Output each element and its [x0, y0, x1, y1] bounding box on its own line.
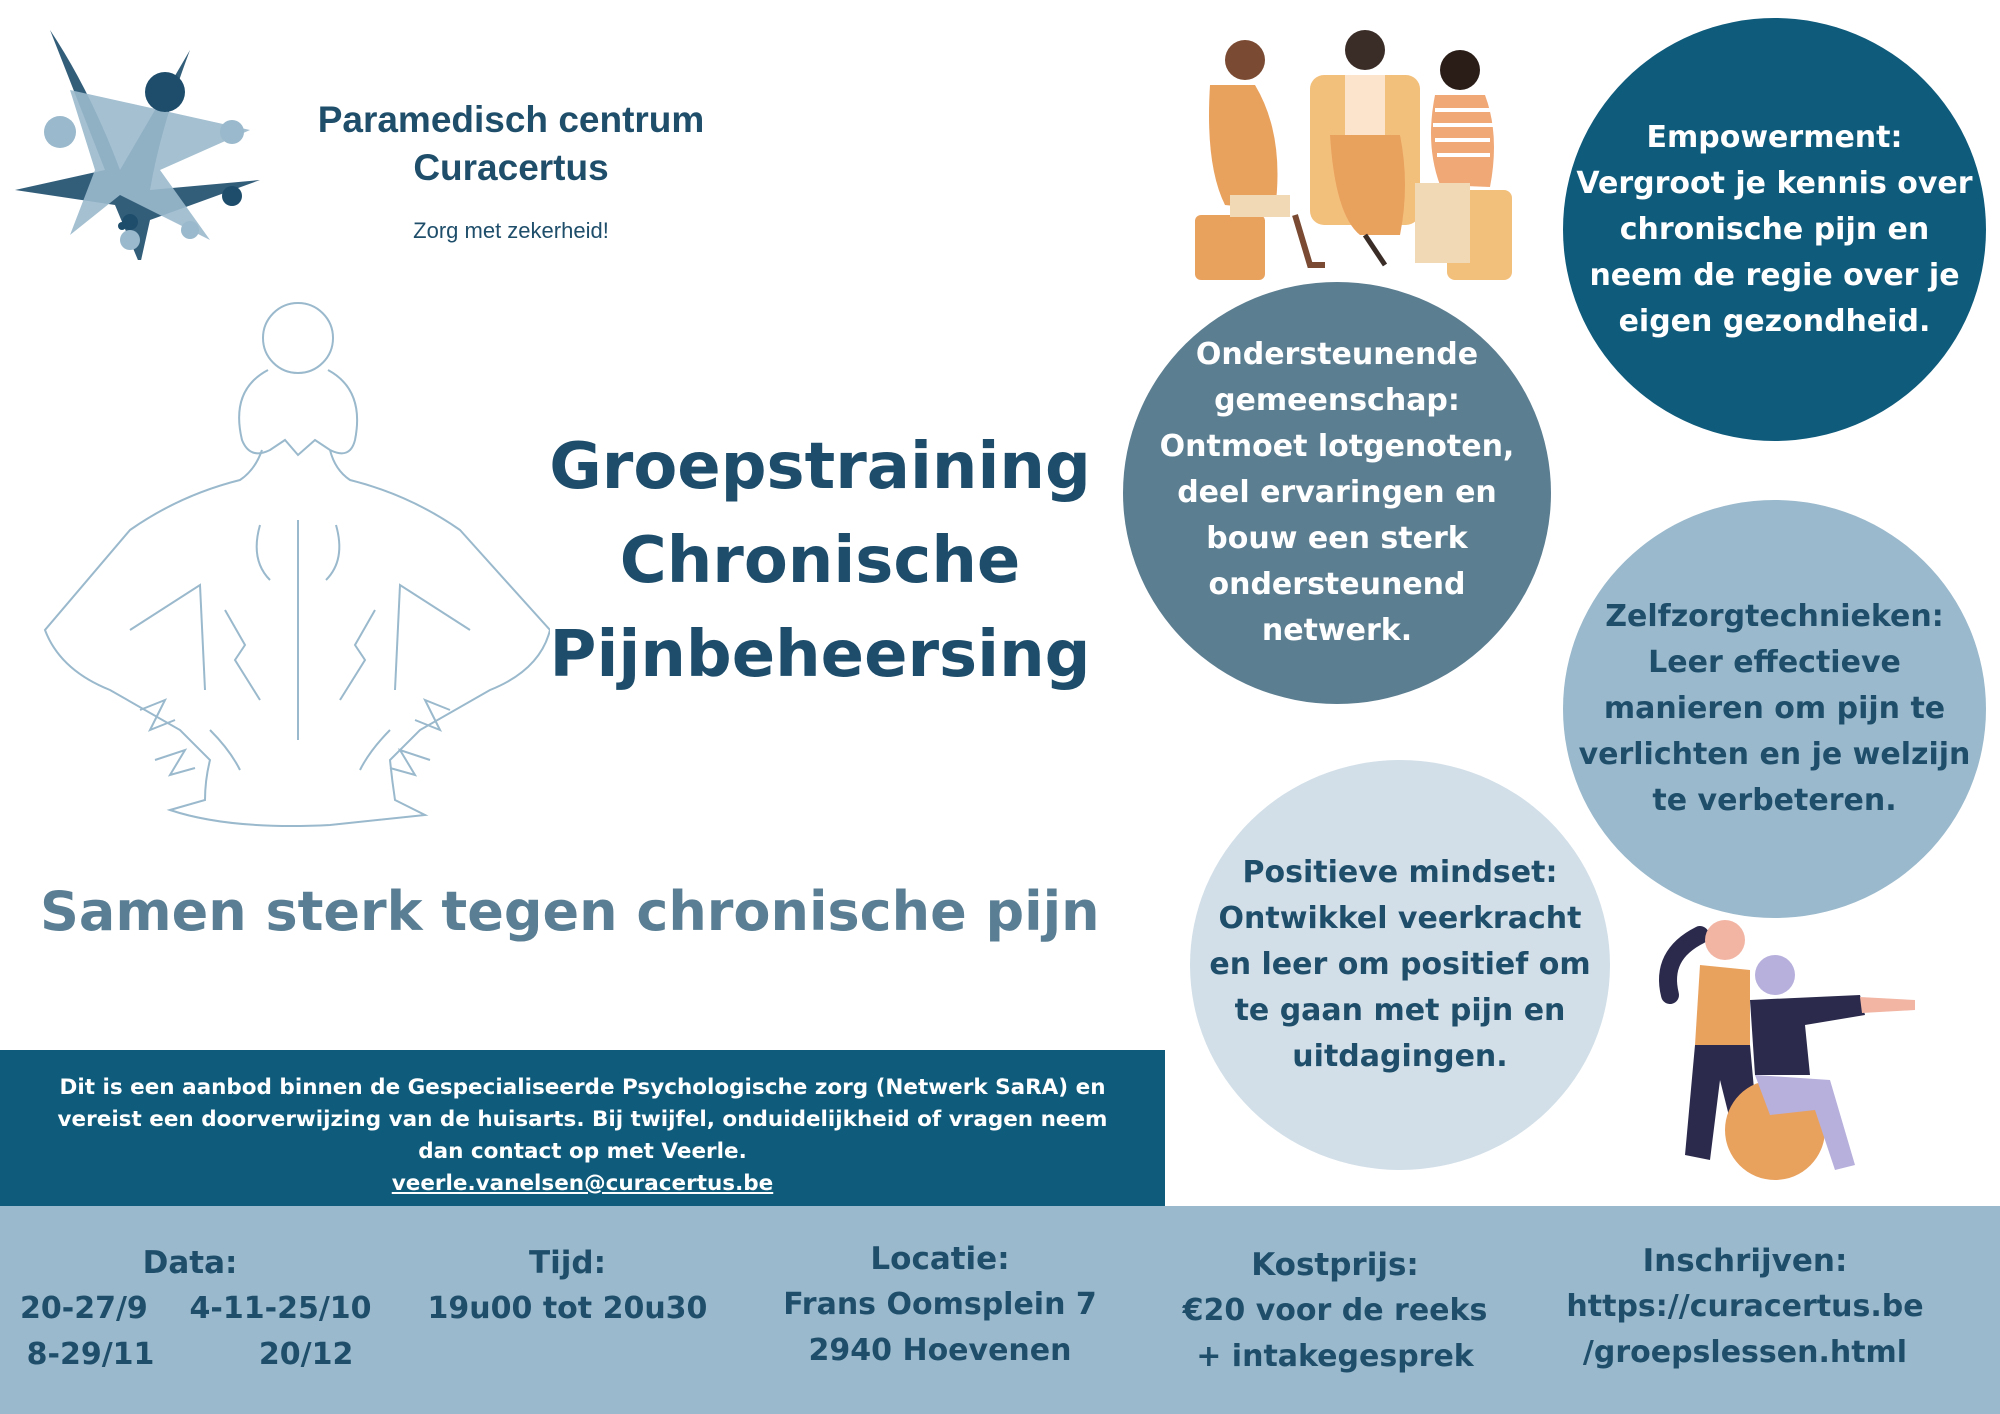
- page-title: [540, 420, 1100, 702]
- footer-inschrijven-label: Inschrijven:: [1642, 1243, 1848, 1279]
- footer-tijd: [415, 1240, 720, 1332]
- footer-locatie-line2: 2940 Hoevenen: [808, 1333, 1072, 1368]
- footer-bar: [0, 1206, 2000, 1414]
- footer-data-line2: 8-29/11 20/12: [26, 1337, 354, 1372]
- title-line2: Chronische: [619, 524, 1021, 598]
- empowerment-circle: [1563, 18, 1986, 441]
- info-banner: [0, 1050, 1165, 1206]
- logo-name-line1: Paramedisch centrum: [317, 99, 705, 140]
- logo-star-icon: [10, 20, 270, 260]
- back-pain-illustration: [30, 300, 550, 830]
- mindset-circle: [1190, 760, 1610, 1170]
- title-line1: Groepstraining: [549, 430, 1091, 504]
- community-text: Ontmoet lotgenoten, deel ervaringen en bouw een sterk ondersteunend netwerk.: [1159, 429, 1515, 648]
- footer-data: [20, 1240, 372, 1378]
- info-text: Dit is een aanbod binnen de Gespecialiseerde Psychologische zorg (Netwerk SaRA) en vereist een doorverwijzing van de huisarts. Bij twijfel, onduidelijkheid of vragen neem dan contact op met Veerle.: [57, 1075, 1108, 1164]
- community-circle: [1123, 282, 1551, 704]
- footer-locatie-label: Locatie:: [870, 1241, 1010, 1277]
- footer-data-label: Data:: [142, 1245, 238, 1281]
- footer-kostprijs: [1170, 1242, 1500, 1380]
- logo: [10, 20, 270, 260]
- subtitle: Samen sterk tegen chronische pijn: [40, 880, 1100, 943]
- selfcare-heading: Zelfzorgtechnieken:: [1605, 599, 1944, 634]
- mindset-text: Ontwikkel veerkracht en leer om positief om te gaan met pijn en uitdagingen.: [1209, 901, 1591, 1074]
- empowerment-text: Vergroot je kennis over chronische pijn en neem de regie over je eigen gezondheid.: [1576, 165, 1973, 339]
- logo-name-line2: Curacertus: [413, 147, 609, 188]
- footer-inschrijven: [1560, 1238, 1930, 1376]
- title-line3: Pijnbeheersing: [549, 618, 1091, 692]
- footer-data-line1: 20-27/9 4-11-25/10: [20, 1291, 372, 1326]
- footer-kostprijs-line1: €20 voor de reeks: [1182, 1293, 1488, 1328]
- selfcare-text: Leer effectieve manieren om pijn te verlichten en je welzijn te verbeteren.: [1578, 645, 1971, 818]
- selfcare-circle: [1563, 500, 1986, 918]
- logo-name: [296, 96, 726, 192]
- footer-kostprijs-line2: + intakegesprek: [1196, 1339, 1474, 1374]
- footer-locatie-line1: Frans Oomsplein 7: [783, 1287, 1097, 1322]
- footer-kostprijs-label: Kostprijs:: [1251, 1247, 1419, 1283]
- empowerment-heading: Empowerment:: [1646, 119, 1903, 155]
- footer-inschrijven-url-line2[interactable]: /groepslessen.html: [1582, 1335, 1908, 1370]
- footer-tijd-value: 19u00 tot 20u30: [427, 1291, 708, 1326]
- physiotherapy-illustration: [1640, 915, 1930, 1190]
- logo-tagline: Zorg met zekerheid!: [413, 218, 609, 243]
- community-heading: Ondersteunende gemeenschap:: [1195, 337, 1479, 418]
- footer-locatie: [770, 1236, 1110, 1374]
- group-conversation-illustration: [1185, 15, 1535, 285]
- footer-inschrijven-url-line1[interactable]: https://curacertus.be: [1566, 1289, 1924, 1324]
- footer-tijd-label: Tijd:: [529, 1245, 606, 1281]
- mindset-heading: Positieve mindset:: [1242, 855, 1558, 890]
- contact-email-link[interactable]: veerle.vanelsen@curacertus.be: [391, 1171, 774, 1196]
